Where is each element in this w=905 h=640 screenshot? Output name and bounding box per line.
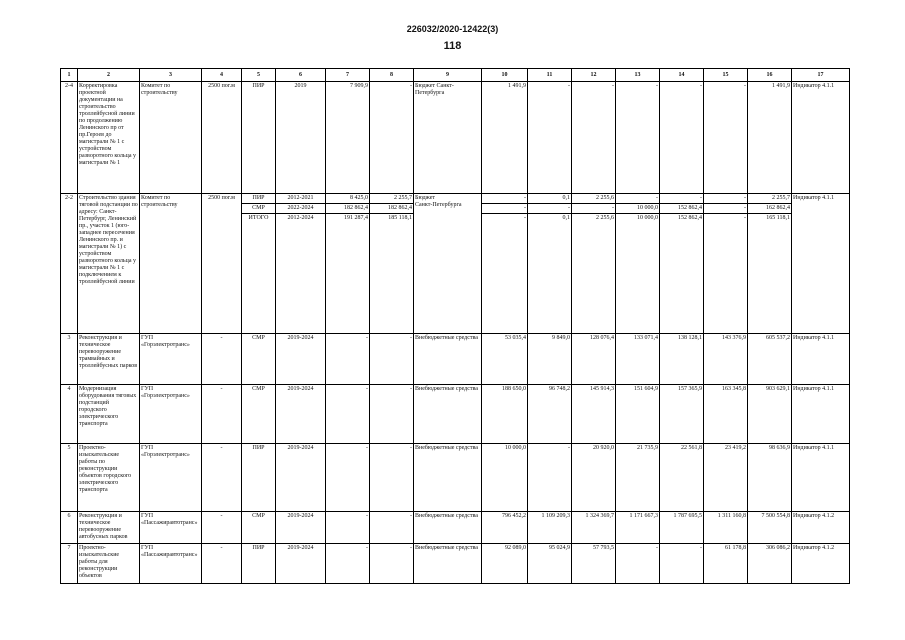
amount-2020-cell: 96 748,2: [528, 385, 572, 444]
period: 2012-2024: [287, 215, 314, 221]
executor: ГУП «Горэлектротранс»: [140, 334, 202, 385]
column-header: 12: [572, 69, 616, 82]
work-type-cell: ПИР: [242, 444, 276, 512]
amount-2019-cell: [482, 194, 528, 334]
amount-2019-cell: 92 089,0: [482, 544, 528, 584]
amount-2024-cell: -: [704, 82, 748, 194]
funding-source-cell: Бюджет Санкт-Петербурга: [414, 82, 482, 194]
period-cell: 2019-2024: [276, 444, 326, 512]
funding-source-cell: [414, 194, 482, 334]
amount-2024-cell: 61 178,8: [704, 544, 748, 584]
remaining-cost-cell: [370, 194, 414, 334]
amount-total: 2 255,7: [748, 194, 791, 204]
amount-2022-cell: -: [616, 544, 660, 584]
amount-2019-cell: 10 000,0: [482, 444, 528, 512]
amount-total: 165 118,1: [766, 215, 790, 221]
period-cell: 2019-2024: [276, 512, 326, 544]
amount-2022-cell: -: [616, 82, 660, 194]
amount-total: 162 862,4: [748, 204, 791, 214]
remaining-cost-cell: -: [370, 82, 414, 194]
amount-total-cell: 903 629,1: [748, 385, 792, 444]
work-type: ИТОГО: [248, 215, 269, 221]
remaining-cost-cell: -: [370, 385, 414, 444]
object-name: Строительство здания тяговой подстанции по адресу: Санкт-Петербург, Ленинский пр., участок 1 (юго-западнее пересечения Ленинского пр. и магистрали № 1) с устройством разворотного кольца у магистрали № 1 с подключением к троллейбусной линии: [78, 194, 140, 334]
amount-2021-cell: [572, 194, 616, 334]
estimated-cost-cell: 7 909,9: [326, 82, 370, 194]
amount-2020: -: [528, 204, 571, 214]
amount-total-cell: 306 086,2: [748, 544, 792, 584]
amount-2022-cell: 133 071,4: [616, 334, 660, 385]
table-row: [61, 512, 850, 544]
amount-2022-cell: 1 171 667,3: [616, 512, 660, 544]
object-name: Модернизация оборудования тяговых подстанций городского электрического транспорта: [78, 385, 140, 444]
work-type-cell: СМР: [242, 385, 276, 444]
estimated-cost-cell: -: [326, 385, 370, 444]
estimated-cost-cell: -: [326, 512, 370, 544]
amount-2022: 10 000,0: [616, 204, 659, 214]
amount-2019: -: [482, 204, 527, 214]
object-name: Проектно-изыскательские работы для реконструкции объектов: [78, 544, 140, 584]
capacity: 2500 пог.м: [202, 194, 242, 334]
amount-total-cell: [748, 194, 792, 334]
amount-2024: -: [704, 204, 747, 214]
header-row: [61, 69, 850, 82]
period-cell: 2019-2024: [276, 385, 326, 444]
executor: ГУП «Пассажиравтотранс»: [140, 512, 202, 544]
amount-2024: -: [744, 215, 746, 221]
amount-2024: -: [704, 194, 747, 204]
remaining-cost-cell: -: [370, 544, 414, 584]
remaining-cost: 2 255,7: [370, 194, 413, 204]
amount-2021: 2 255,6: [572, 194, 615, 204]
object-name: Проектно-изыскательские работы по реконструкции объектов городского электрического транспорта: [78, 444, 140, 512]
amount-2019-cell: 796 452,2: [482, 512, 528, 544]
amount-2020-cell: [528, 194, 572, 334]
amount-2021-cell: 128 076,4: [572, 334, 616, 385]
funding-source-cell: Внебюджетные средства: [414, 544, 482, 584]
estimated-cost-cell: [326, 194, 370, 334]
amount-2019-cell: 188 650,0: [482, 385, 528, 444]
amount-2023-cell: [660, 194, 704, 334]
estimated-cost-cell: -: [326, 444, 370, 512]
amount-2023-cell: -: [660, 82, 704, 194]
capacity: -: [202, 544, 242, 584]
column-header: 10: [482, 69, 528, 82]
capacity: -: [202, 334, 242, 385]
column-header: 13: [616, 69, 660, 82]
amount-2019: -: [524, 215, 526, 221]
indicator: Индикатор 4.1.1: [792, 385, 850, 444]
executor: ГУП «Пассажиравтотранс»: [140, 544, 202, 584]
amount-2022-cell: [616, 194, 660, 334]
remaining-cost: 182 862,4: [370, 204, 413, 214]
funding-source-cell: Внебюджетные средства: [414, 512, 482, 544]
column-header: 5: [242, 69, 276, 82]
amount-2022: -: [616, 194, 659, 204]
column-header: 9: [414, 69, 482, 82]
amount-2023: 152 862,4: [660, 204, 703, 214]
amount-2023: 152 862,4: [678, 215, 702, 221]
amount-2022-cell: 21 735,9: [616, 444, 660, 512]
amount-total-cell: 605 537,2: [748, 334, 792, 385]
object-name: Реконструкция и техническое перевооружение автобусных парков: [78, 512, 140, 544]
work-type-cell: ПИР: [242, 544, 276, 584]
amount-2020-cell: 1 109 209,3: [528, 512, 572, 544]
funding-source: Бюджет: [415, 195, 436, 201]
page-number: 118: [443, 40, 462, 52]
funding-source-cell: Внебюджетные средства: [414, 444, 482, 512]
capacity: -: [202, 444, 242, 512]
indicator: Индикатор 4.1.1: [792, 194, 850, 334]
amount-2021-cell: 145 914,3: [572, 385, 616, 444]
amount-total-cell: 7 500 554,8: [748, 512, 792, 544]
amount-2023-cell: 22 561,8: [660, 444, 704, 512]
capacity: -: [202, 512, 242, 544]
program-table: [60, 68, 850, 584]
row-number: 3: [61, 334, 78, 385]
amount-2023-cell: -: [660, 544, 704, 584]
period: 2012-2021: [276, 194, 325, 204]
amount-2021: 2 255,6: [596, 215, 614, 221]
amount-2024-cell: [704, 194, 748, 334]
estimated-cost: 191 287,4: [344, 215, 368, 221]
amount-2024-cell: 23 419,2: [704, 444, 748, 512]
amount-2021-cell: 57 793,5: [572, 544, 616, 584]
table-row: [61, 544, 850, 584]
amount-2020: 0,1: [562, 215, 570, 221]
column-header: 7: [326, 69, 370, 82]
indicator: Индикатор 4.1.1: [792, 82, 850, 194]
amount-2023-cell: 157 365,9: [660, 385, 704, 444]
amount-2022-cell: 151 604,9: [616, 385, 660, 444]
table-row: [61, 194, 850, 334]
column-header: 16: [748, 69, 792, 82]
amount-2019: -: [482, 194, 527, 204]
table-row: [61, 334, 850, 385]
column-header: 6: [276, 69, 326, 82]
row-number: 5: [61, 444, 78, 512]
executor: Комитет по строительству: [140, 82, 202, 194]
amount-2023-cell: 1 787 695,5: [660, 512, 704, 544]
estimated-cost: 182 862,4: [326, 204, 369, 214]
work-type-cell: [242, 194, 276, 334]
work-type-cell: СМР: [242, 512, 276, 544]
document-number: 226032/2020-12422(3): [406, 24, 499, 34]
period-cell: 2019: [276, 82, 326, 194]
table-row: [61, 385, 850, 444]
amount-2023: -: [660, 194, 703, 204]
amount-2019-cell: 1 491,9: [482, 82, 528, 194]
column-header: 15: [704, 69, 748, 82]
object-name: Корректировка проектной документации на строительство троллейбусной линии по продолжению Ленинского пр от пр.Героев до магистрали № 1 с устройством разворотного кольца у магистрали № 1: [78, 82, 140, 194]
amount-2021-cell: 20 920,0: [572, 444, 616, 512]
row-number: 2-4: [61, 82, 78, 194]
amount-total-cell: 1 491,9: [748, 82, 792, 194]
column-header: 17: [792, 69, 850, 82]
executor: ГУП «Горэлектротранс»: [140, 444, 202, 512]
table-row: [61, 82, 850, 194]
capacity: -: [202, 385, 242, 444]
indicator: Индикатор 4.1.2: [792, 544, 850, 584]
amount-2020-cell: -: [528, 82, 572, 194]
amount-2020-cell: -: [528, 444, 572, 512]
estimated-cost-cell: -: [326, 334, 370, 385]
column-header: 11: [528, 69, 572, 82]
amount-2024-cell: 163 345,8: [704, 385, 748, 444]
work-type-cell: СМР: [242, 334, 276, 385]
funding-source: Санкт-Петербурга: [415, 202, 462, 208]
amount-2020-cell: 95 024,9: [528, 544, 572, 584]
row-number: 7: [61, 544, 78, 584]
column-header: 2: [78, 69, 140, 82]
work-type-cell: ПИР: [242, 82, 276, 194]
amount-2021-cell: -: [572, 82, 616, 194]
work-type: ПИР: [242, 194, 275, 204]
column-header: 4: [202, 69, 242, 82]
period: 2022-2024: [276, 204, 325, 214]
remaining-cost-cell: -: [370, 512, 414, 544]
column-header: 3: [140, 69, 202, 82]
amount-2022: 10 000,0: [637, 215, 658, 221]
period-cell: 2019-2024: [276, 334, 326, 385]
indicator: Индикатор 4.1.1: [792, 444, 850, 512]
object-name: Реконструкция и техническое перевооружение трамвайных и троллейбусных парков: [78, 334, 140, 385]
work-type: СМР: [242, 204, 275, 214]
funding-source-cell: Внебюджетные средства: [414, 385, 482, 444]
amount-2024-cell: 1 311 160,8: [704, 512, 748, 544]
executor: Комитет по строительству: [140, 194, 202, 334]
amount-2020: 0,1: [528, 194, 571, 204]
amount-2021: -: [572, 204, 615, 214]
remaining-cost: 185 118,1: [388, 215, 412, 221]
table-row: [61, 444, 850, 512]
estimated-cost: 8 425,0: [326, 194, 369, 204]
row-number: 2-2: [61, 194, 78, 334]
amount-2023-cell: 138 128,1: [660, 334, 704, 385]
column-header: 1: [61, 69, 78, 82]
amount-2019-cell: 53 035,4: [482, 334, 528, 385]
remaining-cost-cell: -: [370, 334, 414, 385]
amount-2020-cell: 9 849,0: [528, 334, 572, 385]
executor: ГУП «Горэлектротранс»: [140, 385, 202, 444]
row-number: 4: [61, 385, 78, 444]
indicator: Индикатор 4.1.1: [792, 334, 850, 385]
amount-2024-cell: 143 376,9: [704, 334, 748, 385]
period-cell: [276, 194, 326, 334]
capacity: 2500 пог.м: [202, 82, 242, 194]
column-header: 14: [660, 69, 704, 82]
period-cell: 2019-2024: [276, 544, 326, 584]
funding-source-cell: Внебюджетные средства: [414, 334, 482, 385]
estimated-cost-cell: -: [326, 544, 370, 584]
column-header: 8: [370, 69, 414, 82]
remaining-cost-cell: -: [370, 444, 414, 512]
amount-total-cell: 98 636,9: [748, 444, 792, 512]
indicator: Индикатор 4.1.2: [792, 512, 850, 544]
row-number: 6: [61, 512, 78, 544]
amount-2021-cell: 1 324 369,7: [572, 512, 616, 544]
